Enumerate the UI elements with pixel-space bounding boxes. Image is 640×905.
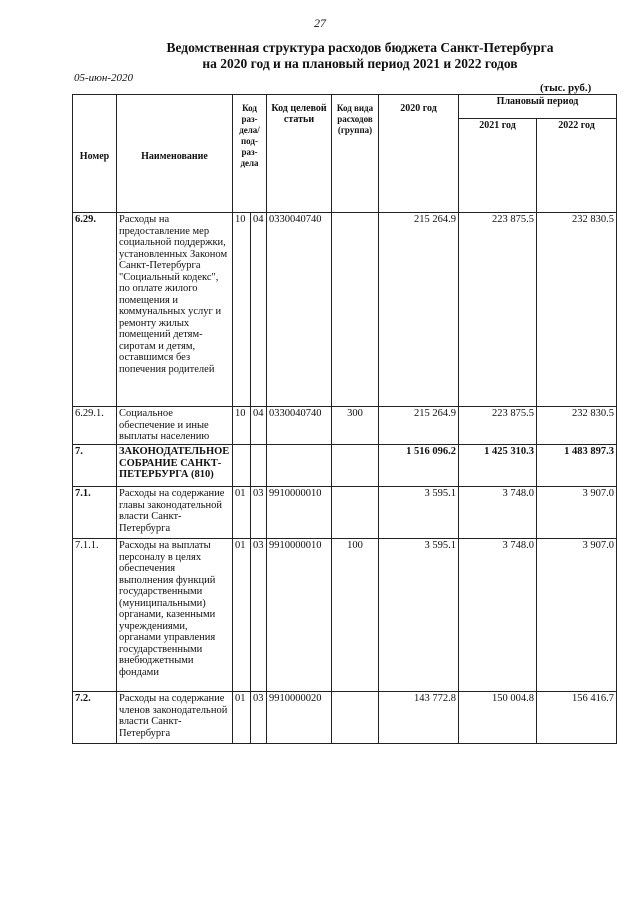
document-title <box>120 40 600 72</box>
page-number: 27 <box>314 16 326 30</box>
header-expense-type: Код вида расходов (группа) <box>332 95 379 213</box>
row-number: 7.2. <box>73 692 117 744</box>
row-razdel <box>233 445 251 487</box>
row-target-code: 9910000010 <box>267 539 332 692</box>
row-2022: 232 830.5 <box>537 407 617 445</box>
row-2020: 215 264.9 <box>379 213 459 407</box>
header-target-code: Код целевой статьи <box>267 95 332 213</box>
header-2020: 2020 год <box>379 95 459 213</box>
row-2022: 3 907.0 <box>537 539 617 692</box>
row-name: ЗАКОНОДАТЕЛЬНОЕ СОБРАНИЕ САНКТ-ПЕТЕРБУРГА (810) <box>117 445 233 487</box>
row-target-code <box>267 445 332 487</box>
row-podrazdel: 03 <box>251 487 267 539</box>
row-2022: 156 416.7 <box>537 692 617 744</box>
table-row <box>73 407 617 445</box>
row-name: Расходы на содержание главы законодательной власти Санкт-Петербурга <box>117 487 233 539</box>
row-expense-type <box>332 487 379 539</box>
row-expense-type <box>332 213 379 407</box>
header-name: Наименование <box>117 95 233 213</box>
budget-table <box>72 94 617 744</box>
row-2021: 3 748.0 <box>459 487 537 539</box>
row-podrazdel: 04 <box>251 213 267 407</box>
header-2021: 2021 год <box>459 119 537 213</box>
header-section-code: Код раз-дела/ под-раз-дела <box>233 95 267 213</box>
table-row <box>73 539 617 692</box>
header-planned-period: Плановый период <box>459 95 617 119</box>
table-row <box>73 213 617 407</box>
row-target-code: 9910000010 <box>267 487 332 539</box>
row-podrazdel: 04 <box>251 407 267 445</box>
row-2022: 232 830.5 <box>537 213 617 407</box>
row-2020: 143 772.8 <box>379 692 459 744</box>
row-2021: 223 875.5 <box>459 407 537 445</box>
row-name: Расходы на содержание членов законодательной власти Санкт-Петербурга <box>117 692 233 744</box>
document-date: 05-июн-2020 <box>74 72 134 84</box>
row-number: 6.29. <box>73 213 117 407</box>
row-2022: 1 483 897.3 <box>537 445 617 487</box>
title-line-1: Ведомственная структура расходов бюджета Санкт-Петербурга <box>166 40 554 55</box>
row-podrazdel: 03 <box>251 539 267 692</box>
row-expense-type: 100 <box>332 539 379 692</box>
row-2020: 3 595.1 <box>379 487 459 539</box>
row-razdel: 01 <box>233 487 251 539</box>
row-target-code: 9910000020 <box>267 692 332 744</box>
row-2021: 150 004.8 <box>459 692 537 744</box>
row-number: 7.1. <box>73 487 117 539</box>
row-target-code: 0330040740 <box>267 213 332 407</box>
units-label: (тыс. руб.) <box>540 82 592 94</box>
row-razdel: 10 <box>233 213 251 407</box>
row-name: Расходы на предоставление мер социальной поддержки, установленных Законом Санкт-Петербурга "Социальный кодекс", по оплате жилого помещения и коммунальных услуг и ремонту жилых помещений детям-сиротам и детям, оставшимся без попечения родителей <box>117 213 233 407</box>
row-target-code: 0330040740 <box>267 407 332 445</box>
row-2022: 3 907.0 <box>537 487 617 539</box>
row-razdel: 01 <box>233 692 251 744</box>
row-number: 6.29.1. <box>73 407 117 445</box>
row-razdel: 10 <box>233 407 251 445</box>
row-2020: 215 264.9 <box>379 407 459 445</box>
row-podrazdel: 03 <box>251 692 267 744</box>
row-2021: 223 875.5 <box>459 213 537 407</box>
header-number: Номер <box>73 95 117 213</box>
row-2021: 3 748.0 <box>459 539 537 692</box>
row-expense-type: 300 <box>332 407 379 445</box>
row-number: 7.1.1. <box>73 539 117 692</box>
header-2022: 2022 год <box>537 119 617 213</box>
table-row <box>73 445 617 487</box>
row-expense-type <box>332 445 379 487</box>
row-podrazdel <box>251 445 267 487</box>
row-2020: 1 516 096.2 <box>379 445 459 487</box>
row-name: Расходы на выплаты персоналу в целях обеспечения выполнения функций государственными (муниципальными) органами, казенными учреждениями, органами управления государственными внебюджетными фондами <box>117 539 233 692</box>
title-line-2: на 2020 год и на плановый период 2021 и 2022 годов <box>202 56 518 71</box>
row-razdel: 01 <box>233 539 251 692</box>
table-row <box>73 692 617 744</box>
table-row <box>73 487 617 539</box>
row-2020: 3 595.1 <box>379 539 459 692</box>
row-expense-type <box>332 692 379 744</box>
row-name: Социальное обеспечение и иные выплаты населению <box>117 407 233 445</box>
row-number: 7. <box>73 445 117 487</box>
row-2021: 1 425 310.3 <box>459 445 537 487</box>
